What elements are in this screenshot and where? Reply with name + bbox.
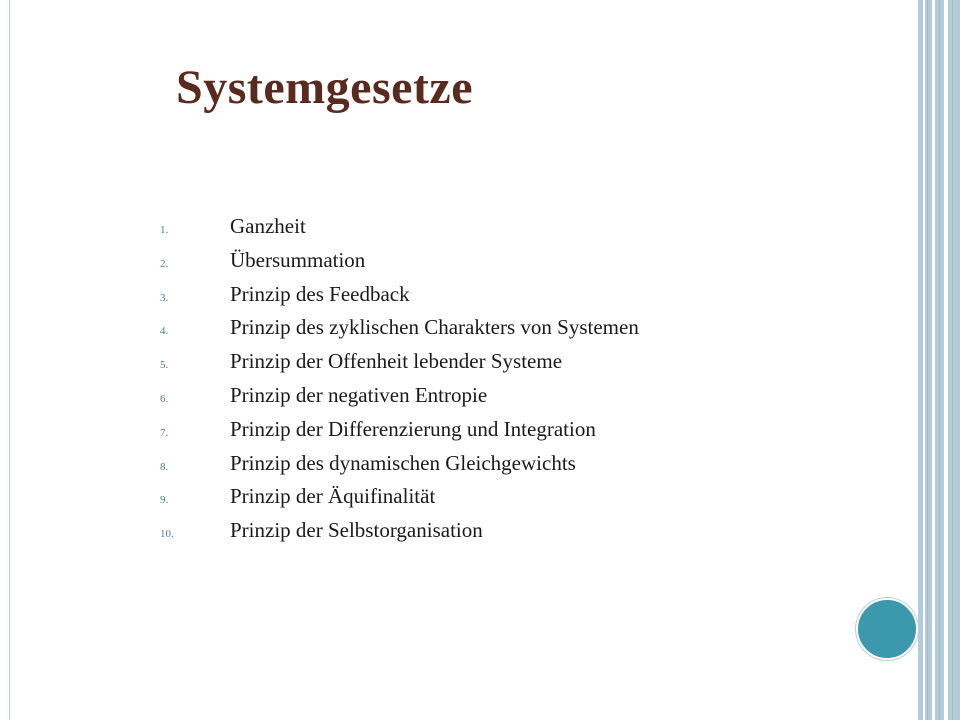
list-item-number: 7. [160,426,169,439]
list-item-number: 6. [160,392,169,405]
stripe-line [927,0,928,720]
list-item-number: 1. [160,224,169,236]
list-item-text: Prinzip der Differenzierung und Integration [230,416,596,441]
list-item-number: 5. [160,359,169,372]
list-item [160,447,639,481]
list-item-number: 9. [160,494,169,507]
list-item-text: Prinzip der Äquifinalität [230,484,436,509]
list-item-text: Prinzip der Offenheit lebender Systeme [230,349,563,374]
list-item-text: Ganzheit [230,214,306,238]
list-item-text: Übersummation [230,247,366,272]
list-item-number: 10. [160,528,174,541]
stripe-line [952,0,953,720]
list-item [160,311,639,345]
list-item [160,345,639,379]
list-item-text: Prinzip der negativen Entropie [230,382,488,407]
decorative-circle [856,598,918,660]
decorative-stripes [919,0,960,720]
list-item [160,210,639,244]
list-item-text: Prinzip des dynamischen Gleichgewichts [230,450,576,475]
list-item [160,413,639,447]
stripe-gap [944,0,948,720]
list-item-number: 8. [160,460,169,473]
stripe-gap [932,0,935,720]
slide-title: Systemgesetze [176,61,474,114]
list-item [160,480,639,514]
list-item-number: 3. [160,291,169,304]
stripe-line [939,0,940,720]
list-item [160,278,639,312]
principles-list [160,210,639,548]
list-item [160,379,639,413]
list-item-text: Prinzip des Feedback [230,281,410,306]
list-item [160,514,639,548]
list-item [160,244,639,278]
list-item-text: Prinzip der Selbstorganisation [230,518,483,543]
list-item-number: 4. [160,325,169,338]
list-item-text: Prinzip des zyklischen Charakters von Systemen [230,315,639,340]
list-item-number: 2. [160,257,169,270]
stripe-gap [923,0,925,720]
